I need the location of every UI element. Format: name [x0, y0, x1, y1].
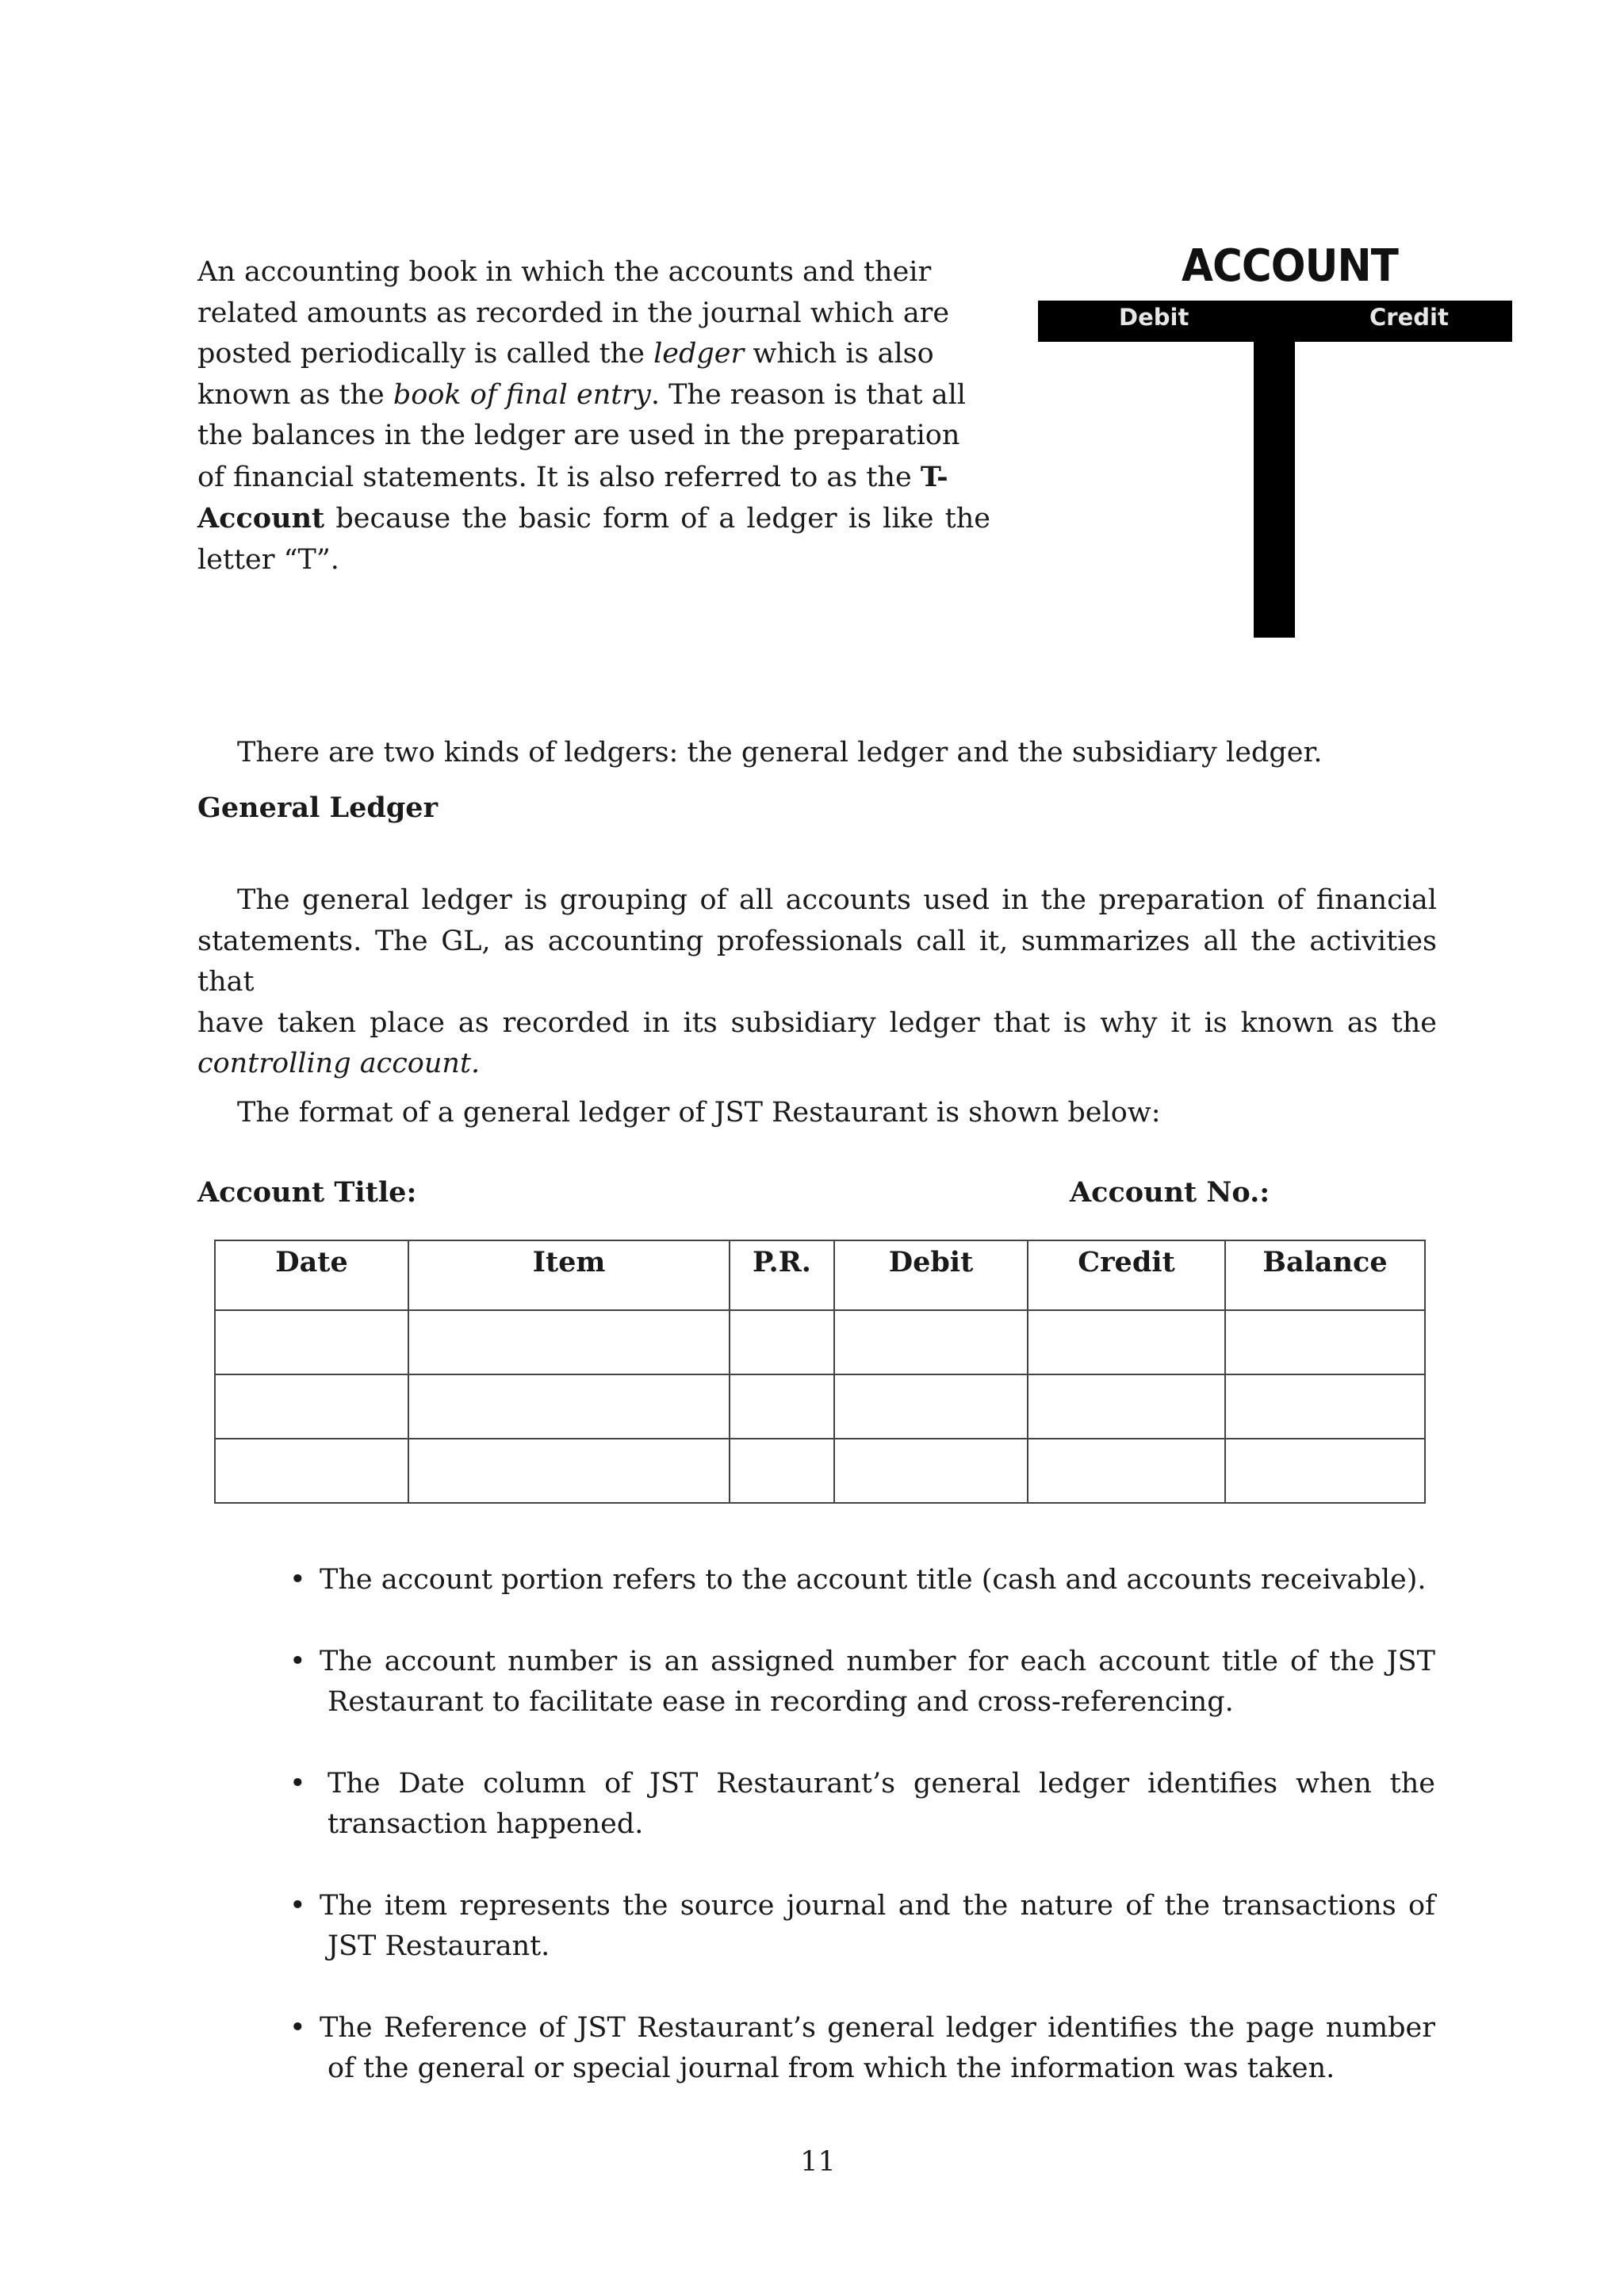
intro-line-3: posted periodically is called the ledger which is also — [197, 338, 934, 370]
intro-line-6: of financial statements. It is also referred to as the T- — [197, 460, 948, 493]
kinds-of-ledgers-paragraph: There are two kinds of ledgers: the general ledger and the subsidiary ledger. — [237, 737, 1323, 769]
list-item: • The item represents the source journal and the nature of the transactions of JST Restaurant. — [289, 1886, 1435, 1968]
page-number: 11 — [800, 2146, 836, 2178]
table-cell — [1028, 1374, 1225, 1439]
list-item: • The Reference of JST Restaurant’s general ledger identifies the page number of the general or special journal from which the information was taken. — [289, 2008, 1435, 2090]
table-cell — [1028, 1310, 1225, 1374]
general-ledger-paragraph — [197, 880, 1437, 1085]
intro-line-7: Account because the basic form of a ledger is like the — [197, 502, 990, 535]
column-header-item: Item — [408, 1240, 730, 1310]
account-no-label: Account No.: — [1070, 1176, 1270, 1209]
table-cell — [215, 1439, 408, 1503]
t-account-title: ACCOUNT — [1182, 240, 1398, 292]
intro-line-8: letter “T”. — [197, 543, 339, 576]
column-header-balance: Balance — [1225, 1240, 1425, 1310]
table-cell — [730, 1310, 834, 1374]
table-cell — [215, 1374, 408, 1439]
term-account: Account — [197, 502, 325, 535]
format-intro-paragraph: The format of a general ledger of JST Restaurant is shown below: — [237, 1097, 1161, 1129]
table-cell — [215, 1310, 408, 1374]
table-cell — [834, 1439, 1028, 1503]
table-row — [215, 1439, 1425, 1503]
column-header-date: Date — [215, 1240, 408, 1310]
general-ledger-heading: General Ledger — [197, 792, 439, 824]
term-t: T- — [920, 460, 948, 493]
t-account-debit-label: Debit — [1119, 304, 1189, 331]
list-item: • The account portion refers to the account title (cash and accounts receivable). — [289, 1560, 1435, 1601]
term-book-of-final-entry: book of final entry — [393, 378, 651, 411]
bullet-icon: • — [289, 1564, 306, 1596]
account-title-label: Account Title: — [197, 1176, 417, 1209]
table-cell — [408, 1439, 730, 1503]
table-cell — [1225, 1439, 1425, 1503]
general-ledger-table — [214, 1240, 1426, 1504]
intro-line-2: related amounts as recorded in the journal which are — [197, 297, 950, 329]
bullet-icon: • — [289, 1767, 306, 1800]
column-header-pr: P.R. — [730, 1240, 834, 1310]
table-header-row — [215, 1240, 1425, 1310]
list-item: • The Date column of JST Restaurant’s general ledger identifies when the transaction happened. — [289, 1764, 1435, 1846]
gl-line-1: The general ledger is grouping of all accounts used in the preparation of financial — [237, 884, 1437, 916]
intro-line-1: An accounting book in which the accounts and their — [197, 256, 932, 288]
bullet-icon: • — [289, 1645, 306, 1677]
term-ledger: ledger — [653, 338, 745, 370]
table-cell — [1028, 1439, 1225, 1503]
bullet-icon: • — [289, 2011, 306, 2044]
column-header-debit: Debit — [834, 1240, 1028, 1310]
table-cell — [730, 1439, 834, 1503]
table-cell — [408, 1374, 730, 1439]
table-cell — [834, 1310, 1028, 1374]
column-header-credit: Credit — [1028, 1240, 1225, 1310]
t-account-credit-label: Credit — [1369, 304, 1449, 331]
table-row — [215, 1310, 1425, 1374]
intro-line-4: known as the book of final entry. The reason is that all — [197, 378, 966, 411]
t-account-stem — [1254, 342, 1295, 638]
gl-line-2: statements. The GL, as accounting professionals call it, summarizes all the activities that — [197, 925, 1437, 998]
table-cell — [1225, 1310, 1425, 1374]
intro-line-5: the balances in the ledger are used in the preparation — [197, 420, 960, 451]
table-cell — [834, 1374, 1028, 1439]
table-cell — [730, 1374, 834, 1439]
bullet-list — [289, 1560, 1435, 2130]
list-item: • The account number is an assigned number for each account title of the JST Restaurant to facilitate ease in recording and cross-referencing. — [289, 1642, 1435, 1723]
table-cell — [1225, 1374, 1425, 1439]
table-cell — [408, 1310, 730, 1374]
term-controlling-account: controlling account. — [197, 1048, 481, 1079]
gl-line-3: have taken place as recorded in its subsidiary ledger that is why it is known as the — [197, 1006, 1437, 1039]
intro-paragraph — [197, 252, 990, 581]
bullet-icon: • — [289, 1889, 306, 1922]
table-row — [215, 1374, 1425, 1439]
